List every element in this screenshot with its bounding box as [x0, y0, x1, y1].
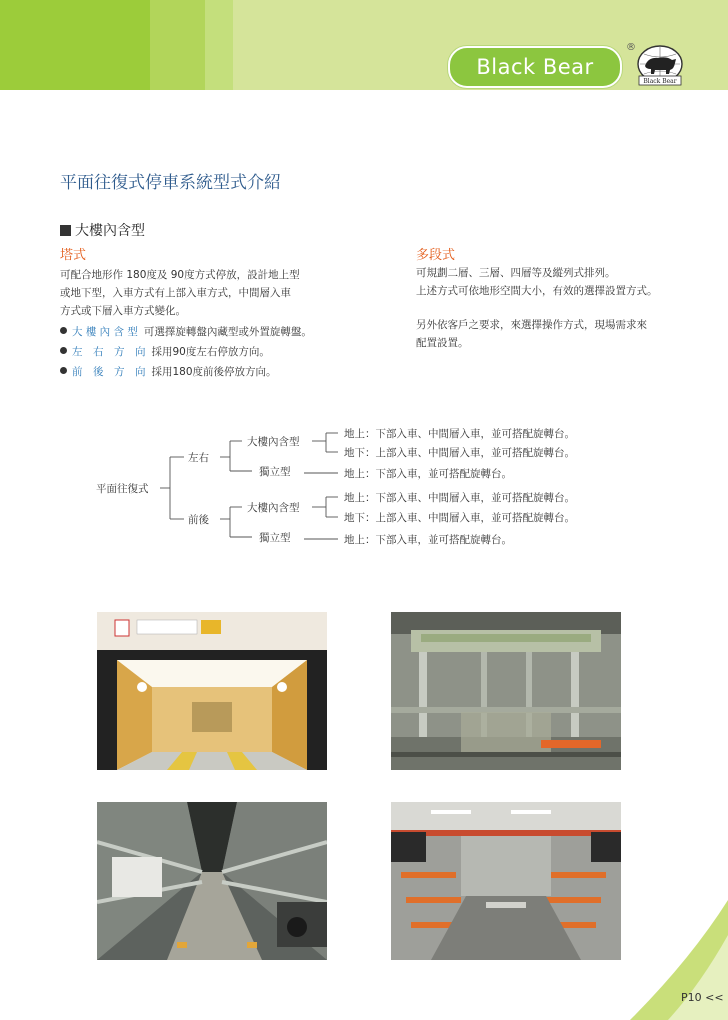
bullet-keyword: 大 樓 內 含 型	[72, 326, 138, 338]
bullet-text: 可選擇旋轉盤內藏型或外置旋轉盤。	[143, 326, 312, 338]
section-heading-text: 大樓內含型	[75, 223, 145, 239]
tree-lr-below-mid: 地下：上部入車、中間層入車，並可搭配旋轉台。	[344, 447, 575, 459]
tree-left-right: 左右	[188, 452, 209, 464]
tower-heading: 塔式	[60, 248, 87, 263]
tree-fb-above-mid: 地上：下部入車、中間層入車，並可搭配旋轉台。	[344, 492, 575, 504]
tree-lr-standalone: 獨立型	[259, 466, 291, 478]
tree-fb-building: 大樓內含型	[247, 502, 300, 514]
tree-lr-building: 大樓內含型	[247, 436, 300, 448]
tree-root: 平面往復式	[96, 483, 149, 495]
tree-lr-above-mid: 地上：下部入車、中間層入車，並可搭配旋轉台。	[344, 428, 575, 440]
bullet-text: 採用180度前後停放方向。	[151, 366, 277, 378]
multilevel-body-1: 可規劃二層、三層、四層等及縱列式排列。 上述方式可依地形空間大小，有效的選擇設置方式。	[416, 267, 658, 297]
tree-front-back: 前後	[188, 514, 209, 526]
page-title: 平面往復式停車系統型式介紹	[60, 173, 281, 193]
bullet-keyword: 前 後 方 向	[72, 366, 146, 378]
multilevel-heading: 多段式	[416, 248, 456, 263]
page-number: P10 <<	[681, 991, 724, 1004]
bullet-keyword: 左 右 方 向	[72, 346, 146, 358]
tree-fb-below-mid: 地下：上部入車、中間層入車，並可搭配旋轉台。	[344, 512, 575, 524]
tower-body: 可配合地形作 180度及 90度方式停放，設計地上型 或地下型，入車方式有上部入車方式，中間層入車 方式或下層入車方式變化。	[60, 269, 300, 317]
brand-name: Black Bear	[476, 55, 594, 79]
registered-mark: ®	[626, 42, 636, 53]
emblem-caption: Black Bear	[643, 78, 677, 85]
tree-fb-above-low: 地上：下部入車，並可搭配旋轉台。	[344, 534, 512, 546]
multilevel-body-2: 另外依客戶之要求，來選擇操作方式，現場需求來 配置設置。	[416, 319, 647, 349]
tree-fb-standalone: 獨立型	[259, 532, 291, 544]
tree-lr-above-low: 地上：下部入車，並可搭配旋轉台。	[344, 468, 512, 480]
bullet-text: 採用90度左右停放方向。	[151, 346, 270, 358]
